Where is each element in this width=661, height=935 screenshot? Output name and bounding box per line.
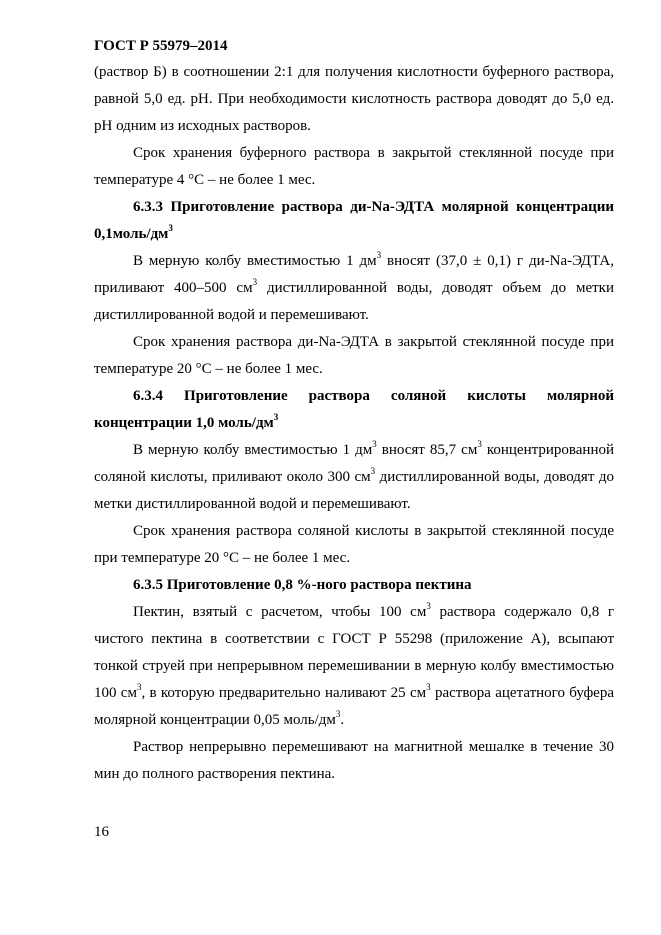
- paragraph-pectin-preparation: [94, 599, 614, 734]
- text-span: .: [340, 712, 345, 728]
- paragraph-buffer-ratio: (раствор Б) в соотношении 2:1 для получения кислотности буферного раствора, равной 5,0 ед. рН. При необходимости кислотность раствора доводят до 5,0 ед. рН одним из исходных растворов.: [94, 64, 614, 134]
- section-heading-6-3-5: 6.3.5 Приготовление 0,8 %-ного раствора пектина: [133, 577, 472, 593]
- paragraph-hcl-preparation: [94, 437, 614, 518]
- superscript: 3: [370, 466, 376, 476]
- text-span: В мерную колбу вместимостью 1 дм: [133, 442, 373, 458]
- paragraph-buffer-storage: Срок хранения буферного раствора в закрытой стеклянной посуде при температуре 4 °С – не более 1 мес.: [94, 145, 614, 188]
- text-span: дистиллированной воды, доводят до метки дистиллированной водой и перемешивают.: [94, 469, 614, 512]
- text-span: дистиллированной воды, доводят объем до метки дистиллированной водой и перемешивают.: [94, 280, 614, 323]
- superscript: 3: [136, 682, 142, 692]
- superscript: 3: [168, 223, 173, 233]
- text-span: вносят (37,0 ± 0,1) г ди-Na-ЭДТА, приливают 400–500 см: [94, 253, 614, 296]
- section-heading-6-3-3: [94, 194, 614, 248]
- superscript: 3: [335, 709, 341, 719]
- section-heading-6-3-4: [94, 383, 614, 437]
- page-number: 16: [94, 824, 109, 840]
- superscript: 3: [273, 412, 279, 422]
- superscript: 3: [252, 277, 258, 287]
- superscript: 3: [426, 601, 431, 611]
- heading-text: 6.3.3 Приготовление раствора ди-Na-ЭДТА молярной концентрации 0,1моль/дм: [94, 199, 614, 242]
- superscript: 3: [477, 439, 482, 449]
- superscript: 3: [426, 682, 431, 692]
- text-span: вносят 85,7 см: [376, 442, 478, 458]
- text-span: Пектин, взятый с расчетом, чтобы 100 см: [133, 604, 427, 620]
- paragraph-pectin-mixing: Раствор непрерывно перемешивают на магнитной мешалке в течение 30 мин до полного растворения пектина.: [94, 739, 614, 782]
- text-span: В мерную колбу вместимостью 1 дм: [133, 253, 377, 269]
- paragraph-hcl-storage: Срок хранения раствора соляной кислоты в закрытой стеклянной посуде при температуре 20 °С – не более 1 мес.: [94, 523, 614, 566]
- text-span: раствора содержало 0,8 г чистого пектина в соответствии с ГОСТ Р 55298 (приложение А), всыпают тонкой струей при непрерывном перемешивании в мерную колбу вместимостью 100 см: [94, 604, 614, 701]
- document-header: ГОСТ Р 55979–2014: [94, 38, 228, 54]
- heading-text: 6.3.4 Приготовление раствора соляной кислоты молярной концентрации 1,0 моль/дм: [94, 388, 614, 431]
- text-span: концентрированной соляной кислоты, приливают около 300 см: [94, 442, 614, 485]
- superscript: 3: [372, 439, 377, 449]
- text-span: , в которую предварительно наливают 25 см: [141, 685, 427, 701]
- text-span: раствора ацетатного буфера молярной концентрации 0,05 моль/дм: [94, 685, 614, 728]
- superscript: 3: [376, 250, 382, 260]
- page-content: [94, 59, 614, 788]
- paragraph-edta-storage: Срок хранения раствора ди-Na-ЭДТА в закрытой стеклянной посуде при температуре 20 °С – не более 1 мес.: [94, 334, 614, 377]
- paragraph-edta-preparation: [94, 248, 614, 329]
